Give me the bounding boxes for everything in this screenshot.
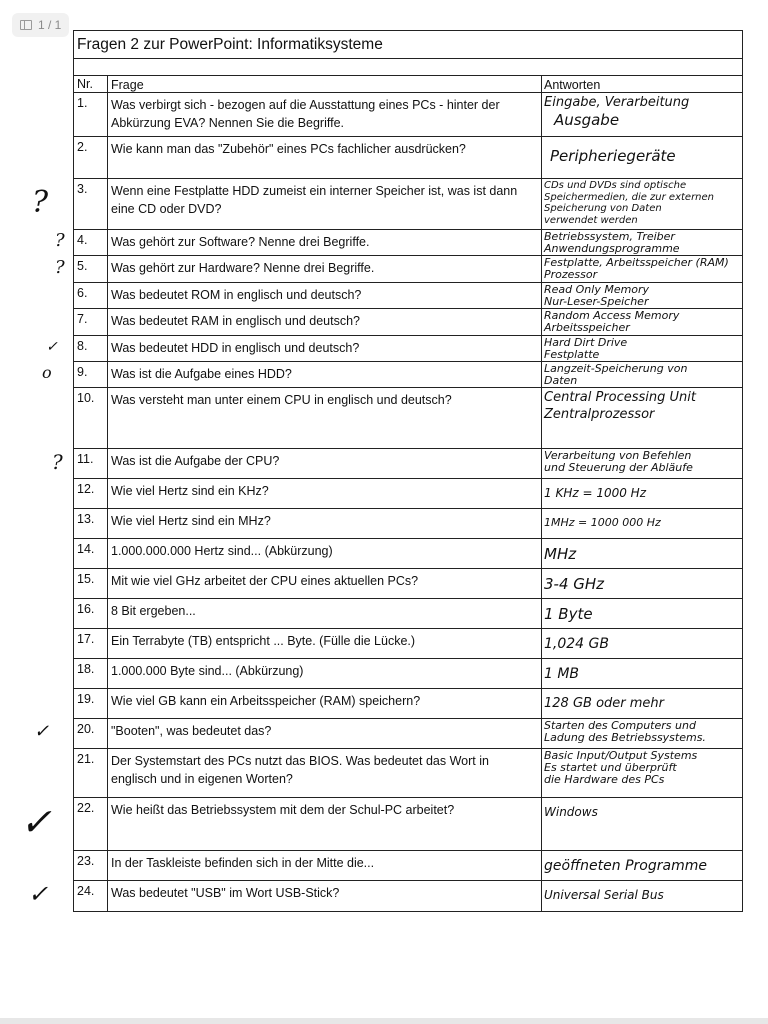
answer-cell [542,689,742,718]
document-title: Fragen 2 zur PowerPoint: Informatiksysteme [74,31,742,59]
question-number: 21. [74,749,108,797]
table-row [74,629,742,659]
table-row [74,449,742,479]
question-text: Mit wie viel GHz arbeitet der CPU eines aktuellen PCs? [108,569,542,598]
question-text: Wie viel Hertz sind ein MHz? [108,509,542,538]
question-number: 4. [74,230,108,255]
question-number: 17. [74,629,108,658]
answer-line: Nur-Leser-Speicher [544,295,649,308]
answer-line: MHz [544,545,577,563]
answer-line: Read Only Memory [544,283,650,296]
answer-line: Basic Input/Output Systems [544,749,698,762]
question-number: 14. [74,539,108,568]
question-text: "Booten", was bedeutet das? [108,719,542,748]
question-number: 11. [74,449,108,478]
question-mark-row11: ? [52,450,63,474]
answer-line: Verarbeitung von Befehlen [544,449,692,462]
answer-line: Zentralprozessor [544,407,655,422]
question-number: 23. [74,851,108,880]
question-number: 7. [74,309,108,335]
answer-cell [542,659,742,688]
answer-line: verwendet werden [544,214,638,226]
answer-cell [542,449,742,478]
question-text: Was bedeutet ROM in englisch und deutsch? [108,283,542,308]
answer-line: 128 GB oder mehr [544,696,664,711]
table-row [74,569,742,599]
question-text: Der Systemstart des PCs nutzt das BIOS. Was bedeutet das Wort in englisch und in eigenen Worten? [108,749,542,797]
question-number: 1. [74,93,108,136]
question-number: 18. [74,659,108,688]
table-row [74,283,742,309]
answer-cell [542,798,742,850]
answer-cell [542,179,742,229]
table-row [74,256,742,283]
page-indicator[interactable] [12,13,69,37]
question-text: Wie viel GB kann ein Arbeitsspeicher (RAM) speichern? [108,689,542,718]
answer-line: und Steuerung der Abläufe [544,461,693,474]
question-text: 1.000.000 Byte sind... (Abkürzung) [108,659,542,688]
page-layout-icon [20,20,32,30]
question-table-body [74,93,742,911]
answer-cell [542,569,742,598]
answer-cell [542,509,742,538]
table-row [74,659,742,689]
answer-cell [542,749,742,797]
header-frage: Frage [108,76,542,92]
question-number: 22. [74,798,108,850]
question-number: 20. [74,719,108,748]
answer-line: 1,024 GB [544,636,609,652]
check-mark-row24: ✓ [28,879,49,908]
answer-cell [542,137,742,178]
answer-line: Speichermedien, die zur externen [544,191,715,203]
question-text: Wie kann man das "Zubehör" eines PCs fachlicher ausdrücken? [108,137,542,178]
question-number: 13. [74,509,108,538]
answer-cell [542,283,742,308]
answer-line: die Hardware des PCs [544,773,665,786]
question-text: Was gehört zur Software? Nenne drei Begriffe. [108,230,542,255]
question-number: 19. [74,689,108,718]
question-number: 2. [74,137,108,178]
question-text: Was bedeutet RAM in englisch und deutsch? [108,309,542,335]
answer-cell [542,336,742,361]
question-text: Wie viel Hertz sind ein KHz? [108,479,542,508]
question-number: 5. [74,256,108,282]
answer-line: CDs und DVDs sind optische [544,180,687,191]
answer-line: Prozessor [544,268,598,281]
table-row [74,479,742,509]
table-row [74,539,742,569]
question-number: 12. [74,479,108,508]
worksheet [73,30,743,912]
question-text: Was versteht man unter einem CPU in englisch und deutsch? [108,388,542,448]
question-text: Was ist die Aufgabe eines HDD? [108,362,542,387]
question-text: Was verbirgt sich - bezogen auf die Ausstattung eines PCs - hinter der Abkürzung EVA? Nennen Sie die Begriffe. [108,93,542,136]
table-row [74,230,742,256]
table-row [74,93,742,137]
table-row [74,749,742,798]
question-text: Was gehört zur Hardware? Nenne drei Begriffe. [108,256,542,282]
table-row [74,509,742,539]
table-row [74,388,742,449]
table-row [74,599,742,629]
answer-cell [542,599,742,628]
answer-line: Peripheriegeräte [550,147,676,165]
answer-cell [542,479,742,508]
answer-line: Random Access Memory [544,309,680,322]
answer-line: 1 Byte [544,605,593,623]
question-number: 6. [74,283,108,308]
answer-line: Es startet und überprüft [544,761,677,774]
table-row [74,137,742,179]
answer-line: Festplatte [544,348,600,361]
question-text: 8 Bit ergeben... [108,599,542,628]
question-text: Was bedeutet "USB" im Wort USB-Stick? [108,881,542,911]
answer-line: Arbeitsspeicher [544,321,630,334]
check-mark-row8: ✓ [46,338,58,355]
answer-cell [542,881,742,911]
answer-line: Speicherung von Daten [544,203,662,214]
page-number-label: 1 / 1 [38,18,62,32]
answer-line: 1 KHz = 1000 Hz [544,486,646,500]
question-text: 1.000.000.000 Hertz sind... (Abkürzung) [108,539,542,568]
question-text: Was bedeutet HDD in englisch und deutsch? [108,336,542,361]
question-text: Wenn eine Festplatte HDD zumeist ein interner Speicher ist, was ist dann eine CD oder DVD? [108,179,542,229]
answer-line: Langzeit-Speicherung von [544,362,688,375]
answer-line: Betriebssystem, Treiber [544,230,675,243]
answer-line: Starten des Computers und [544,719,696,732]
question-number: 3. [74,179,108,229]
answer-line: Eingabe, Verarbeitung [544,95,690,110]
answer-cell [542,719,742,748]
answer-line: Ladung des Betriebssystems. [544,731,706,744]
answer-line: 1MHz = 1000 000 Hz [544,516,661,529]
question-text: In der Taskleiste befinden sich in der Mitte die... [108,851,542,880]
answer-cell [542,851,742,880]
question-number: 16. [74,599,108,628]
answer-line: Anwendungsprogramme [544,242,680,255]
table-row [74,689,742,719]
viewer-bottom-bar [0,1018,768,1024]
answer-cell [542,230,742,255]
question-number: 9. [74,362,108,387]
question-number: 10. [74,388,108,448]
table-row [74,851,742,881]
answer-cell [542,388,742,448]
answer-line: 1 MB [544,666,580,682]
question-text: Wie heißt das Betriebssystem mit dem der Schul-PC arbeitet? [108,798,542,850]
answer-cell [542,309,742,335]
answer-line: Central Processing Unit [544,390,696,405]
question-mark-row5: ? [55,256,65,278]
answer-cell [542,362,742,387]
question-mark-row3: ? [32,184,49,220]
header-nr: Nr. [74,76,108,92]
table-row [74,309,742,336]
answer-line: Hard Dirt Drive [544,336,628,349]
answer-cell [542,93,742,136]
question-text: Ein Terrabyte (TB) entspricht ... Byte. (Fülle die Lücke.) [108,629,542,658]
header-antworten: Antworten [544,78,601,92]
check-mark-row20: ✓ [34,721,50,743]
question-number: 8. [74,336,108,361]
answer-line: 3-4 GHz [544,575,605,593]
blank-row [74,59,742,76]
question-number: 15. [74,569,108,598]
check-mark-row22: ✓ [20,799,52,844]
answer-line: Universal Serial Bus [544,888,664,902]
table-row [74,362,742,388]
circle-mark-row9: o [42,363,52,383]
answer-line: Daten [544,374,578,387]
answer-cell [542,629,742,658]
answer-cell [542,256,742,282]
table-row [74,179,742,230]
answer-cell [542,539,742,568]
answer-line: Windows [544,805,598,819]
table-row [74,719,742,749]
question-text: Was ist die Aufgabe der CPU? [108,449,542,478]
table-row [74,881,742,911]
answer-line: Festplatte, Arbeitsspeicher (RAM) [544,256,729,269]
table-header [74,76,742,93]
table-row [74,336,742,362]
question-number: 24. [74,881,108,911]
answer-line: Ausgabe [554,111,620,129]
question-mark-row4: ? [55,230,65,252]
table-row [74,798,742,851]
answer-line: geöffneten Programme [544,858,707,874]
